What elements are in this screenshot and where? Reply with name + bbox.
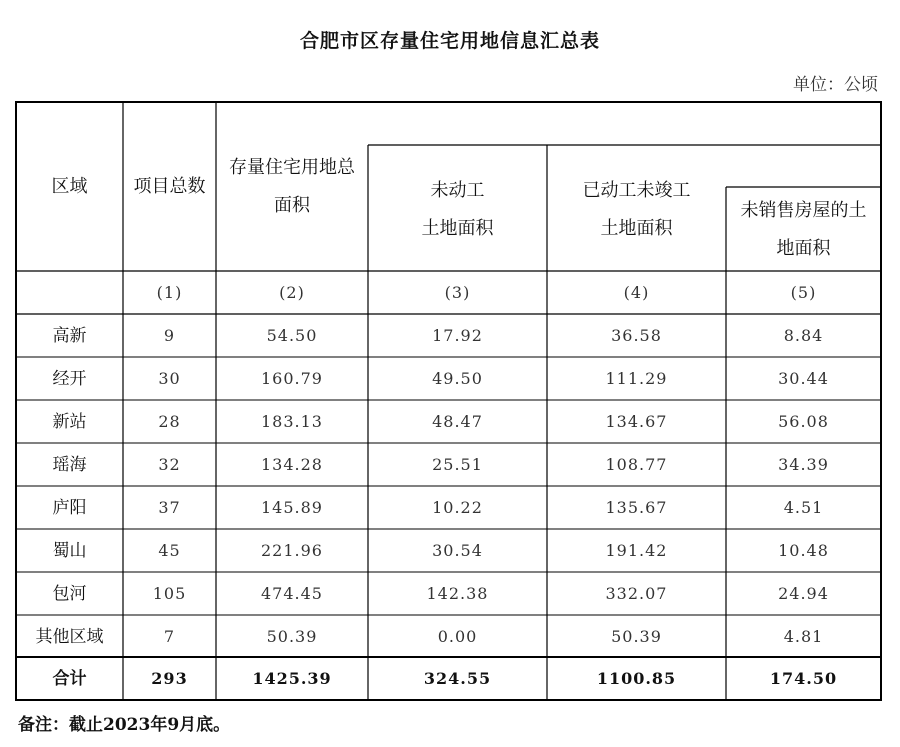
cell-total: 145.89 <box>261 497 323 517</box>
header-unsold <box>726 189 881 271</box>
cell-unstarted: 0.00 <box>437 626 478 646</box>
cell-unstarted: 10.22 <box>432 497 483 517</box>
cell-total: 134.28 <box>261 454 323 474</box>
total-region: 合计 <box>52 668 87 689</box>
cell-unsold: 8.84 <box>783 325 824 345</box>
cell-region: 瑶海 <box>52 454 87 475</box>
cell-started: 111.29 <box>605 368 668 388</box>
cell-started: 135.67 <box>605 497 668 517</box>
cell-region: 高新 <box>52 325 87 346</box>
header-unstarted <box>368 168 547 252</box>
cell-total: 160.79 <box>261 368 323 388</box>
col-number-4: (4) <box>623 282 650 302</box>
header-started-line2: 土地面积 <box>600 218 673 239</box>
col-number-2: (2) <box>279 282 305 302</box>
header-unsold-line1: 未销售房屋的土 <box>740 200 867 221</box>
cell-region: 蜀山 <box>52 540 87 561</box>
cell-started: 50.39 <box>611 626 662 646</box>
cell-region: 庐阳 <box>52 497 87 518</box>
cell-total: 50.39 <box>266 626 318 646</box>
cell-region: 新站 <box>52 411 87 432</box>
header-unstarted-line1: 未动工 <box>430 180 485 201</box>
total-unsold: 174.50 <box>769 668 838 688</box>
header-started <box>547 168 726 252</box>
cell-total: 221.96 <box>261 540 323 560</box>
cell-unsold: 24.94 <box>778 583 829 603</box>
cell-unstarted: 142.38 <box>426 583 489 603</box>
header-total-area-line2: 面积 <box>274 195 310 216</box>
footnote: 备注：截止2023年9月底。 <box>18 715 231 735</box>
cell-unstarted: 25.51 <box>432 454 483 474</box>
header-total-area <box>216 145 368 229</box>
cell-unstarted: 49.50 <box>432 368 483 388</box>
cell-projects: 45 <box>158 540 181 560</box>
cell-unsold: 56.08 <box>778 411 829 431</box>
cell-total: 474.45 <box>261 583 323 603</box>
cell-region: 经开 <box>52 368 87 389</box>
total-started: 1100.85 <box>596 668 677 688</box>
cell-unstarted: 17.92 <box>432 325 483 345</box>
cell-unsold: 4.81 <box>783 626 824 646</box>
header-projects: 项目总数 <box>133 175 206 197</box>
cell-started: 108.77 <box>605 454 668 474</box>
cell-unsold: 34.39 <box>778 454 829 474</box>
unit-label: 单位：公顷 <box>793 75 878 95</box>
header-region: 区域 <box>51 175 88 197</box>
total-area: 1425.39 <box>252 668 332 688</box>
cell-unstarted: 48.47 <box>432 411 483 431</box>
cell-projects: 30 <box>158 368 181 388</box>
col-number-1: (1) <box>156 282 183 302</box>
cell-started: 332.07 <box>605 583 668 603</box>
cell-started: 191.42 <box>605 540 668 560</box>
header-unsold-line2: 地面积 <box>776 238 831 259</box>
cell-region: 其他区域 <box>35 626 104 647</box>
cell-projects: 105 <box>152 583 187 603</box>
header-unstarted-line2: 土地面积 <box>421 218 494 239</box>
header-started-line1: 已动工未竣工 <box>582 180 691 201</box>
total-projects: 293 <box>151 668 188 688</box>
cell-region: 包河 <box>52 583 87 604</box>
cell-projects: 7 <box>163 626 176 646</box>
cell-unsold: 10.48 <box>778 540 829 560</box>
cell-unsold: 30.44 <box>778 368 829 388</box>
col-number-3: (3) <box>444 282 471 302</box>
cell-unsold: 4.51 <box>783 497 824 517</box>
page-title: 合肥市区存量住宅用地信息汇总表 <box>299 30 600 52</box>
cell-started: 36.58 <box>611 325 662 345</box>
cell-projects: 37 <box>158 497 181 517</box>
col-number-5: (5) <box>790 282 817 302</box>
cell-projects: 32 <box>158 454 181 474</box>
cell-total: 183.13 <box>261 411 323 431</box>
cell-total: 54.50 <box>266 325 318 345</box>
cell-started: 134.67 <box>605 411 668 431</box>
total-unstarted: 324.55 <box>423 668 492 688</box>
header-total-area-line1: 存量住宅用地总 <box>229 157 355 178</box>
cell-projects: 9 <box>163 325 176 345</box>
cell-projects: 28 <box>158 411 181 431</box>
cell-unstarted: 30.54 <box>432 540 483 560</box>
